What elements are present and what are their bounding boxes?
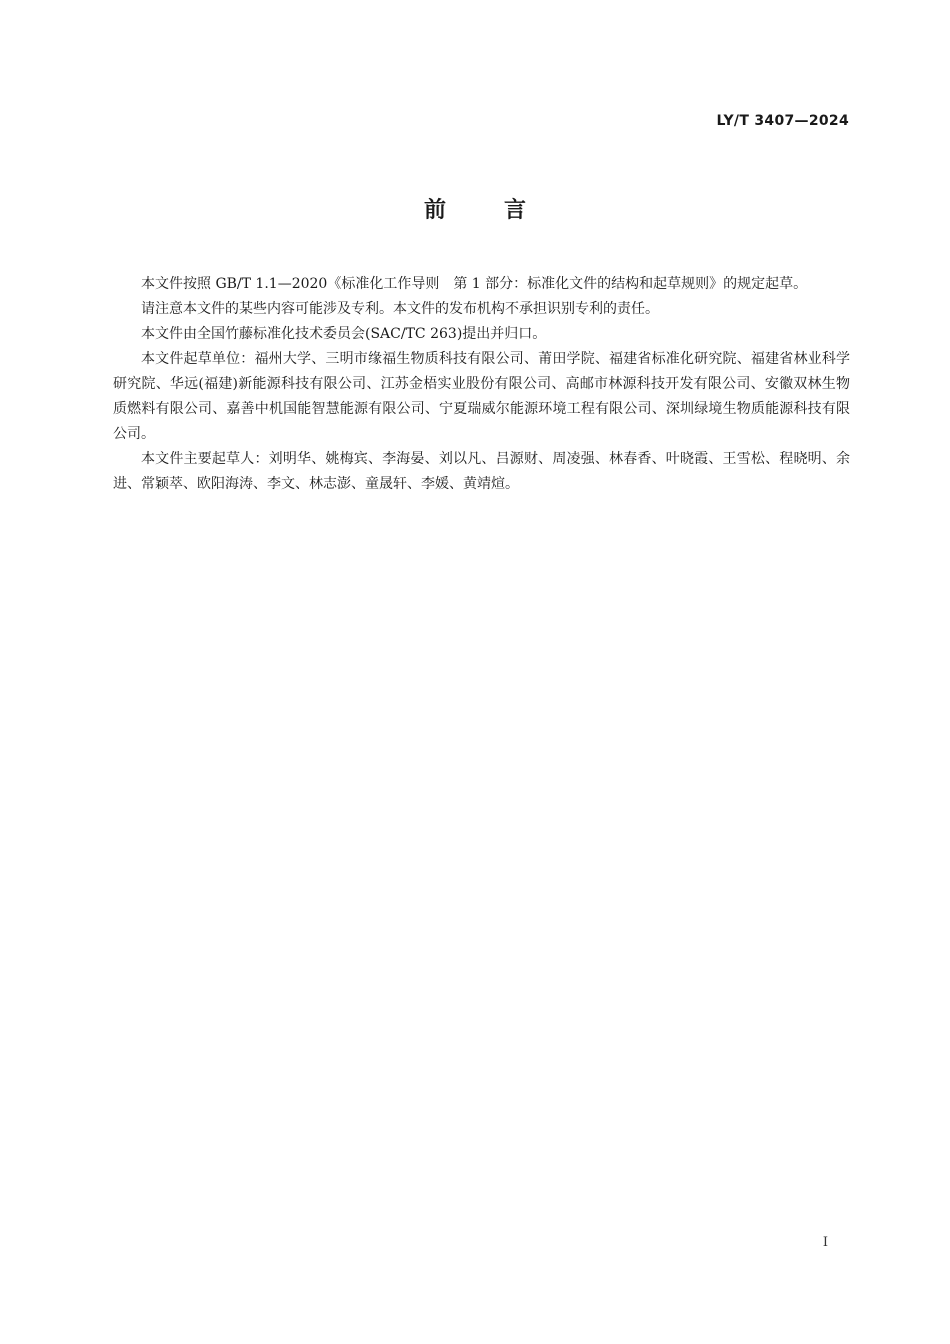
paragraph-proposer: 本文件由全国竹藤标准化技术委员会(SAC/TC 263)提出并归口。 xyxy=(141,326,547,342)
page-title: 前言 xyxy=(423,198,584,223)
document-code: LY/T 3407—2024 xyxy=(716,113,849,129)
paragraph-drafting-rules: 本文件按照 GB/T 1.1—2020《标准化工作导则 第 1 部分：标准化文件的结构和起草规则》的规定起草。 xyxy=(141,276,808,292)
paragraph-drafting-units: 本文件起草单位：福州大学、三明市缘福生物质科技有限公司、莆田学院、福建省标准化研究院、福建省林业科学研究院、华远(福建)新能源科技有限公司、江苏金梧实业股份有限公司、高邮市林源科技开发有限公司、安徽双林生物质燃料有限公司、嘉善中机国能智慧能源有限公司、宁夏瑞威尔能源环境工程有限公司、深圳绿境生物质能源科技有限公司。 xyxy=(113,351,850,442)
foreword-body xyxy=(113,272,850,497)
paragraph-main-drafters: 本文件主要起草人：刘明华、姚梅宾、李海晏、刘以凡、吕源财、周凌强、林春香、叶晓霞、王雪松、程晓明、余进、常颖萃、欧阳海涛、李文、林志澎、童晟轩、李媛、黄靖煊。 xyxy=(113,451,850,492)
paragraph-patent-notice: 请注意本文件的某些内容可能涉及专利。本文件的发布机构不承担识别专利的责任。 xyxy=(141,301,659,317)
page-number: I xyxy=(822,1235,828,1250)
